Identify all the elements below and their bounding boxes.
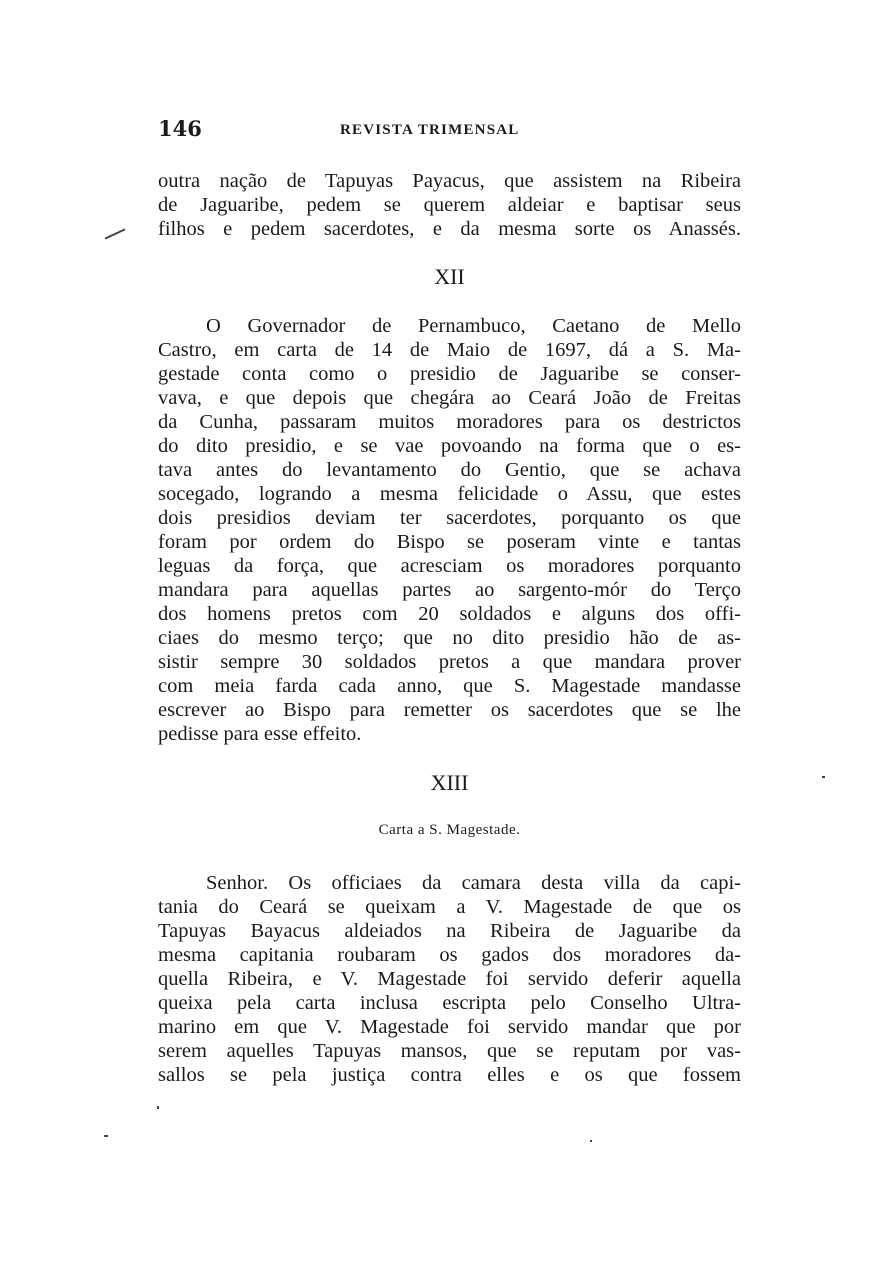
text-line: dois presidios deviam ter sacerdotes, porquanto os que	[158, 507, 741, 529]
scan-speck	[104, 1135, 108, 1137]
text-line: O Governador de Pernambuco, Caetano de Mello	[206, 315, 741, 337]
text-line: dos homens pretos com 20 soldados e alguns dos offi-	[158, 603, 741, 625]
text-line: foram por ordem do Bispo se poseram vinte e tantas	[158, 531, 741, 553]
section-xiii-paragraph	[158, 871, 741, 1087]
text-line: tava antes do levantamento do Gentio, que se achava	[158, 459, 741, 481]
margin-pencil-mark	[105, 228, 126, 239]
text-line: da Cunha, passaram muitos moradores para os destrictos	[158, 411, 741, 433]
text-line: outra nação de Tapuyas Payacus, que assistem na Ribeira	[158, 170, 741, 192]
text-line: tania do Ceará se queixam a V. Magestade de que os	[158, 896, 741, 918]
text-line: com meia farda cada anno, que S. Magestade mandasse	[158, 675, 741, 697]
text-line: quella Ribeira, e V. Magestade foi servido deferir aquella	[158, 968, 741, 990]
section-heading-xiii: XIII	[430, 770, 469, 795]
text-line: ciaes do mesmo terço; que no dito presidio hão de as-	[158, 627, 741, 649]
text-line: Castro, em carta de 14 de Maio de 1697, dá a S. Ma-	[158, 339, 741, 361]
text-line: socegado, logrando a mesma felicidade o Assu, que estes	[158, 483, 741, 505]
page-number: 146	[158, 116, 202, 141]
text-line: Senhor. Os officiaes da camara desta villa da capi-	[206, 872, 741, 894]
text-line: leguas da força, que acresciam os moradores porquanto	[158, 555, 741, 577]
text-line: Tapuyas Bayacus aldeiados na Ribeira de Jaguaribe da	[158, 920, 741, 942]
text-line: de Jaguaribe, pedem se querem aldeiar e baptisar seus	[158, 194, 741, 216]
letter-title: Carta a S. Magestade.	[378, 822, 521, 838]
text-line: do dito presidio, e se vae povoando na forma que o es-	[158, 435, 741, 457]
scan-speck	[590, 1140, 592, 1142]
section-heading-xii: XII	[434, 264, 465, 289]
section-xii-paragraph	[158, 314, 741, 746]
page-header	[158, 116, 740, 144]
text-line: filhos e pedem sacerdotes, e da mesma sorte os Anassés.	[158, 218, 741, 240]
text-line: mesma capitania roubaram os gados dos moradores da-	[158, 944, 741, 966]
text-line: mandara para aquellas partes ao sargento-mór do Terço	[158, 579, 741, 601]
text-line: marino em que V. Magestade foi servido mandar que por	[158, 1016, 741, 1038]
text-line: gestade conta como o presidio de Jaguaribe se conser-	[158, 363, 741, 385]
scan-speck	[157, 1106, 159, 1109]
text-line: vava, e que depois que chegára ao Ceará João de Freitas	[158, 387, 741, 409]
text-line: sistir sempre 30 soldados pretos a que mandara prover	[158, 651, 741, 673]
text-line: pedisse para esse effeito.	[158, 723, 362, 745]
running-title: REVISTA TRIMENSAL	[340, 122, 520, 138]
text-line: serem aquelles Tapuyas mansos, que se reputam por vas-	[158, 1040, 741, 1062]
text-line: queixa pela carta inclusa escripta pelo Conselho Ultra-	[158, 992, 741, 1014]
opening-paragraph	[158, 169, 741, 241]
text-line: escrever ao Bispo para remetter os sacerdotes que se lhe	[158, 699, 741, 721]
text-line: sallos se pela justiça contra elles e os que fossem	[158, 1064, 741, 1086]
scan-speck	[822, 776, 825, 778]
